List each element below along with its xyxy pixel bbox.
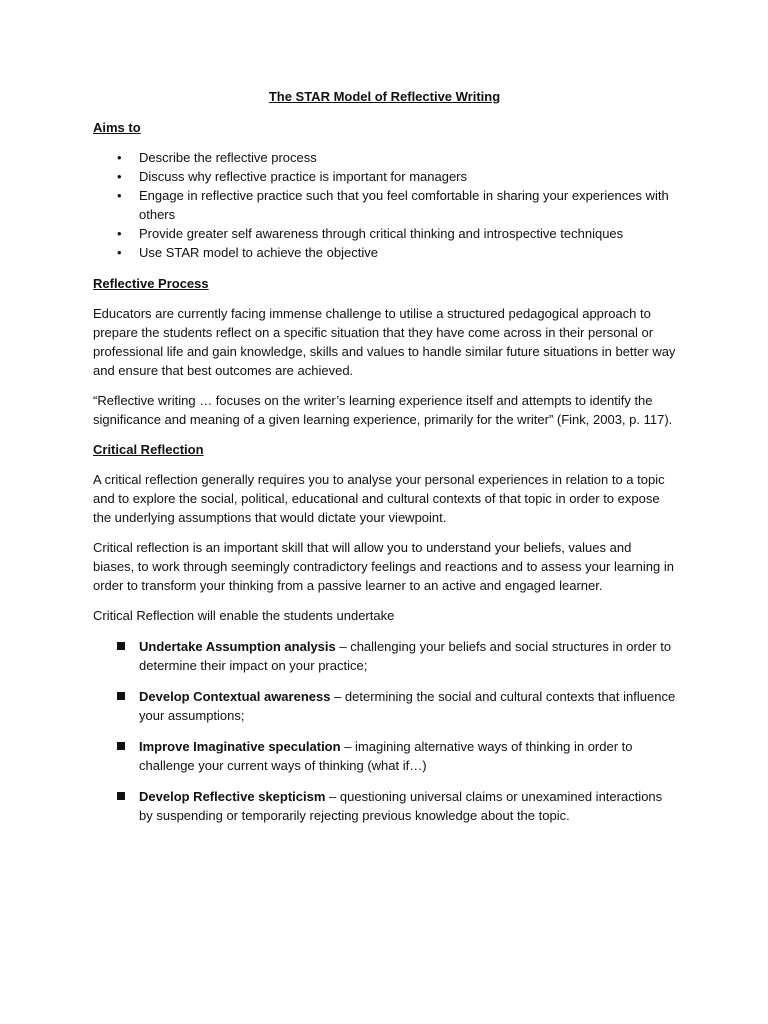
list-item: • Engage in reflective practice such that you feel comfortable in sharing your experiences with others <box>117 188 669 222</box>
square-bullet-icon <box>117 742 125 750</box>
aims-heading: Aims to <box>93 120 141 135</box>
bullet-icon: • <box>117 169 122 184</box>
square-bullet-icon <box>117 642 125 650</box>
list-item: • Use STAR model to achieve the objective <box>117 245 378 260</box>
paragraph: Educators are currently facing immense challenge to utilise a structured pedagogical approach to prepare the students reflect on a specific situation that they have come across in their personal or professional life and gain knowledge, skills and values to handle similar future situations in better way and ensure that best outcomes are achieved. <box>93 306 676 378</box>
document-title: The STAR Model of Reflective Writing <box>268 89 501 104</box>
list-item: • Discuss why reflective practice is important for managers <box>117 169 468 184</box>
critical-reflection-list <box>93 637 676 825</box>
list-item: Improve Imaginative speculation – imagining alternative ways of thinking in order to challenge your current ways of thinking (what if…) <box>93 737 676 775</box>
paragraph: A critical reflection generally requires you to analyse your personal experiences in relation to a topic and to explore the social, political, educational and cultural contexts of that topic in order to expose the underlying assumptions that would dictate your viewpoint. <box>93 472 665 525</box>
square-bullet-icon <box>117 792 125 800</box>
aims-list <box>93 148 676 262</box>
list-item: • Provide greater self awareness through critical thinking and introspective techniques <box>117 226 624 241</box>
quote-paragraph: “Reflective writing … focuses on the writer’s learning experience itself and attempts to identify the significance and meaning of a given learning experience, primarily for the writer” (Fink, 2003, p. 117). <box>93 393 673 427</box>
list-item: Develop Contextual awareness – determining the social and cultural contexts that influence your assumptions; <box>93 687 676 725</box>
bullet-icon: • <box>117 150 122 165</box>
critical-reflection-heading: Critical Reflection <box>93 442 204 457</box>
list-item: Undertake Assumption analysis – challenging your beliefs and social structures in order to determine their impact on your practice; <box>93 637 676 675</box>
list-item: • Describe the reflective process <box>117 150 317 165</box>
square-bullet-icon <box>117 692 125 700</box>
bullet-icon: • <box>117 245 122 260</box>
paragraph: Critical Reflection will enable the students undertake <box>93 608 395 623</box>
bullet-icon: • <box>117 188 122 203</box>
bullet-icon: • <box>117 226 122 241</box>
reflective-process-heading: Reflective Process <box>93 276 209 291</box>
paragraph: Critical reflection is an important skill that will allow you to understand your beliefs, values and biases, to work through seemingly contradictory feelings and reactions and to assess your learning in order to transform your thinking from a passive learner to an active and engaged learner. <box>93 540 674 593</box>
list-item: Develop Reflective skepticism – questioning universal claims or unexamined interactions by suspending or temporarily rejecting previous knowledge about the topic. <box>93 787 676 825</box>
